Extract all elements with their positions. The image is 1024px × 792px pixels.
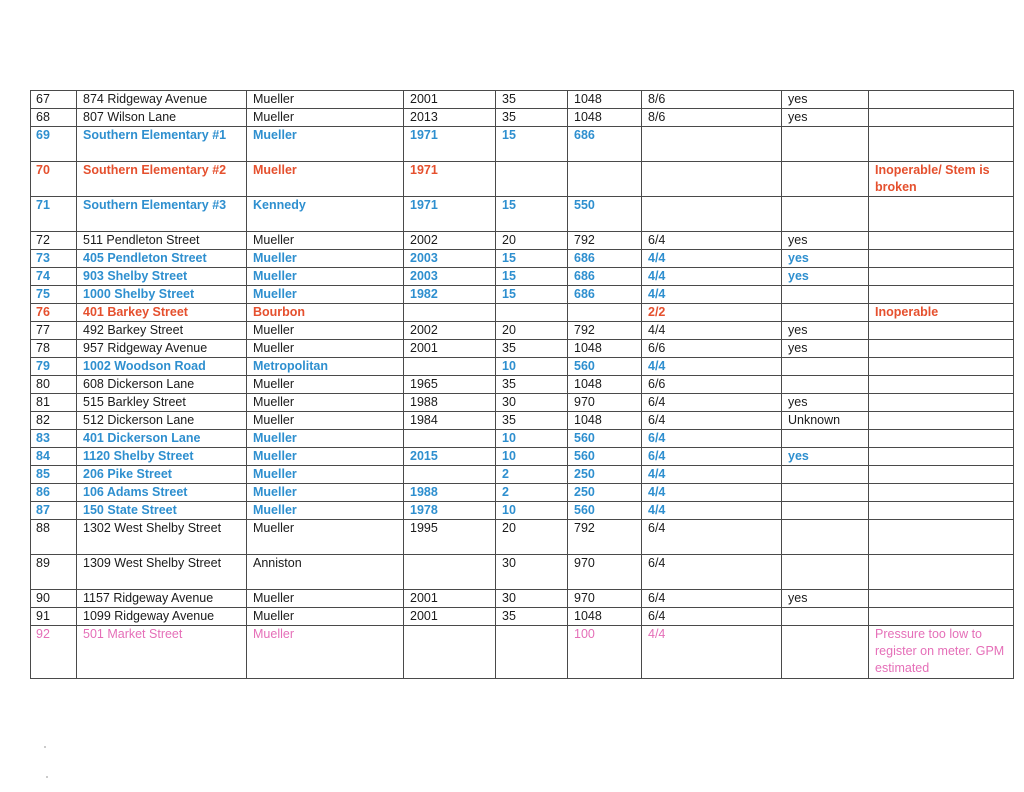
- cell-gpm-flow: 1048: [568, 91, 642, 109]
- cell-manufacturer: Mueller: [247, 250, 404, 268]
- cell-operable-flag: [782, 127, 869, 162]
- table-row: [31, 268, 1014, 286]
- cell-manufacturer: Bourbon: [247, 304, 404, 322]
- cell-year: 1965: [404, 376, 496, 394]
- cell-year: [404, 358, 496, 376]
- cell-location: 206 Pike Street: [77, 466, 247, 484]
- cell-nozzle-size: 4/4: [642, 502, 782, 520]
- cell-nozzle-size: 2/2: [642, 304, 782, 322]
- cell-operable-flag: yes: [782, 268, 869, 286]
- cell-hydrant-number: 89: [31, 555, 77, 590]
- cell-notes: [869, 286, 1014, 304]
- cell-hydrant-number: 82: [31, 412, 77, 430]
- cell-gpm-flow: 792: [568, 232, 642, 250]
- cell-nozzle-size: 4/4: [642, 358, 782, 376]
- cell-year: [404, 626, 496, 679]
- cell-manufacturer: Mueller: [247, 286, 404, 304]
- cell-manufacturer: Mueller: [247, 127, 404, 162]
- table-body: [31, 91, 1014, 679]
- cell-nozzle-size: 6/6: [642, 376, 782, 394]
- cell-year: 2002: [404, 232, 496, 250]
- cell-location: 405 Pendleton Street: [77, 250, 247, 268]
- cell-nozzle-size: 4/4: [642, 322, 782, 340]
- hydrant-table: [30, 90, 1014, 679]
- cell-operable-flag: Unknown: [782, 412, 869, 430]
- cell-operable-flag: [782, 502, 869, 520]
- cell-location: Southern Elementary #1: [77, 127, 247, 162]
- table-row: [31, 376, 1014, 394]
- cell-hydrant-number: 87: [31, 502, 77, 520]
- cell-psi-residual: 10: [496, 448, 568, 466]
- cell-gpm-flow: 100: [568, 626, 642, 679]
- cell-manufacturer: Mueller: [247, 412, 404, 430]
- cell-operable-flag: yes: [782, 590, 869, 608]
- cell-manufacturer: Mueller: [247, 626, 404, 679]
- cell-gpm-flow: 560: [568, 448, 642, 466]
- table-row: [31, 608, 1014, 626]
- table-row: [31, 340, 1014, 358]
- cell-nozzle-size: 4/4: [642, 626, 782, 679]
- cell-location: 957 Ridgeway Avenue: [77, 340, 247, 358]
- cell-psi-residual: 20: [496, 232, 568, 250]
- cell-psi-residual: 2: [496, 466, 568, 484]
- cell-psi-residual: 15: [496, 268, 568, 286]
- cell-notes: Pressure too low to register on meter. GPM estimated: [869, 626, 1014, 679]
- cell-gpm-flow: 970: [568, 394, 642, 412]
- cell-psi-residual: 35: [496, 412, 568, 430]
- cell-operable-flag: yes: [782, 322, 869, 340]
- table-row: [31, 109, 1014, 127]
- cell-gpm-flow: 560: [568, 430, 642, 448]
- cell-location: 1002 Woodson Road: [77, 358, 247, 376]
- cell-operable-flag: yes: [782, 340, 869, 358]
- cell-manufacturer: Mueller: [247, 430, 404, 448]
- cell-notes: [869, 484, 1014, 502]
- cell-notes: [869, 520, 1014, 555]
- cell-gpm-flow: 686: [568, 250, 642, 268]
- cell-gpm-flow: 560: [568, 502, 642, 520]
- cell-psi-residual: 30: [496, 590, 568, 608]
- table-row: [31, 484, 1014, 502]
- cell-gpm-flow: 792: [568, 520, 642, 555]
- table-row: [31, 520, 1014, 555]
- cell-hydrant-number: 81: [31, 394, 77, 412]
- cell-hydrant-number: 68: [31, 109, 77, 127]
- cell-year: 2001: [404, 91, 496, 109]
- cell-nozzle-size: 4/4: [642, 268, 782, 286]
- cell-psi-residual: 15: [496, 286, 568, 304]
- cell-hydrant-number: 73: [31, 250, 77, 268]
- cell-year: 2001: [404, 608, 496, 626]
- cell-location: 1157 Ridgeway Avenue: [77, 590, 247, 608]
- cell-psi-residual: 30: [496, 555, 568, 590]
- cell-operable-flag: [782, 286, 869, 304]
- cell-hydrant-number: 72: [31, 232, 77, 250]
- table-row: [31, 626, 1014, 679]
- cell-location: 1120 Shelby Street: [77, 448, 247, 466]
- cell-notes: [869, 232, 1014, 250]
- cell-manufacturer: Mueller: [247, 502, 404, 520]
- cell-year: 2001: [404, 340, 496, 358]
- cell-manufacturer: Mueller: [247, 91, 404, 109]
- cell-location: 1000 Shelby Street: [77, 286, 247, 304]
- cell-manufacturer: Metropolitan: [247, 358, 404, 376]
- cell-location: 401 Dickerson Lane: [77, 430, 247, 448]
- cell-gpm-flow: 970: [568, 555, 642, 590]
- cell-nozzle-size: 4/4: [642, 286, 782, 304]
- cell-notes: [869, 250, 1014, 268]
- cell-operable-flag: [782, 430, 869, 448]
- cell-operable-flag: [782, 466, 869, 484]
- cell-manufacturer: Mueller: [247, 484, 404, 502]
- cell-notes: [869, 376, 1014, 394]
- cell-psi-residual: 35: [496, 109, 568, 127]
- cell-nozzle-size: 4/4: [642, 466, 782, 484]
- cell-location: 1309 West Shelby Street: [77, 555, 247, 590]
- cell-manufacturer: Mueller: [247, 340, 404, 358]
- cell-notes: [869, 127, 1014, 162]
- cell-hydrant-number: 67: [31, 91, 77, 109]
- cell-hydrant-number: 77: [31, 322, 77, 340]
- cell-operable-flag: [782, 376, 869, 394]
- cell-year: 1971: [404, 197, 496, 232]
- cell-notes: Inoperable: [869, 304, 1014, 322]
- cell-psi-residual: 15: [496, 127, 568, 162]
- cell-hydrant-number: 88: [31, 520, 77, 555]
- cell-hydrant-number: 91: [31, 608, 77, 626]
- cell-psi-residual: 10: [496, 430, 568, 448]
- cell-operable-flag: yes: [782, 232, 869, 250]
- cell-year: [404, 466, 496, 484]
- cell-gpm-flow: 1048: [568, 608, 642, 626]
- cell-operable-flag: [782, 626, 869, 679]
- cell-notes: [869, 109, 1014, 127]
- cell-location: 1302 West Shelby Street: [77, 520, 247, 555]
- cell-notes: [869, 197, 1014, 232]
- cell-manufacturer: Mueller: [247, 590, 404, 608]
- cell-nozzle-size: 6/4: [642, 555, 782, 590]
- cell-notes: [869, 608, 1014, 626]
- cell-nozzle-size: 4/4: [642, 484, 782, 502]
- table-row: [31, 590, 1014, 608]
- table-row: [31, 502, 1014, 520]
- cell-location: 106 Adams Street: [77, 484, 247, 502]
- table-row: [31, 322, 1014, 340]
- cell-notes: [869, 322, 1014, 340]
- table-row: [31, 466, 1014, 484]
- cell-psi-residual: 2: [496, 484, 568, 502]
- table-row: [31, 162, 1014, 197]
- cell-gpm-flow: 550: [568, 197, 642, 232]
- table-row: [31, 197, 1014, 232]
- cell-nozzle-size: 6/4: [642, 430, 782, 448]
- cell-hydrant-number: 78: [31, 340, 77, 358]
- cell-nozzle-size: 6/4: [642, 232, 782, 250]
- cell-hydrant-number: 86: [31, 484, 77, 502]
- table-row: [31, 394, 1014, 412]
- cell-hydrant-number: 76: [31, 304, 77, 322]
- cell-psi-residual: 15: [496, 250, 568, 268]
- cell-gpm-flow: 250: [568, 466, 642, 484]
- cell-hydrant-number: 71: [31, 197, 77, 232]
- cell-year: [404, 304, 496, 322]
- cell-operable-flag: yes: [782, 250, 869, 268]
- cell-manufacturer: Mueller: [247, 162, 404, 197]
- cell-hydrant-number: 92: [31, 626, 77, 679]
- cell-psi-residual: [496, 162, 568, 197]
- scan-speck: [44, 746, 46, 748]
- cell-notes: [869, 340, 1014, 358]
- cell-manufacturer: Mueller: [247, 520, 404, 555]
- cell-year: 2003: [404, 250, 496, 268]
- cell-notes: [869, 448, 1014, 466]
- table-row: [31, 358, 1014, 376]
- cell-location: 903 Shelby Street: [77, 268, 247, 286]
- cell-manufacturer: Mueller: [247, 448, 404, 466]
- cell-gpm-flow: 1048: [568, 412, 642, 430]
- cell-nozzle-size: 8/6: [642, 109, 782, 127]
- cell-operable-flag: yes: [782, 448, 869, 466]
- cell-notes: [869, 555, 1014, 590]
- cell-nozzle-size: 6/4: [642, 448, 782, 466]
- cell-gpm-flow: 250: [568, 484, 642, 502]
- cell-psi-residual: [496, 304, 568, 322]
- cell-location: 874 Ridgeway Avenue: [77, 91, 247, 109]
- cell-hydrant-number: 90: [31, 590, 77, 608]
- cell-hydrant-number: 75: [31, 286, 77, 304]
- cell-year: [404, 555, 496, 590]
- cell-year: 1995: [404, 520, 496, 555]
- cell-year: 1978: [404, 502, 496, 520]
- cell-gpm-flow: [568, 304, 642, 322]
- cell-nozzle-size: 6/4: [642, 520, 782, 555]
- cell-nozzle-size: 6/6: [642, 340, 782, 358]
- cell-location: 501 Market Street: [77, 626, 247, 679]
- cell-nozzle-size: [642, 127, 782, 162]
- table-row: [31, 91, 1014, 109]
- cell-year: 2013: [404, 109, 496, 127]
- table-row: [31, 430, 1014, 448]
- table-row: [31, 304, 1014, 322]
- cell-notes: [869, 466, 1014, 484]
- cell-manufacturer: Mueller: [247, 608, 404, 626]
- cell-notes: [869, 358, 1014, 376]
- cell-year: 2002: [404, 322, 496, 340]
- cell-year: 1982: [404, 286, 496, 304]
- cell-year: 2001: [404, 590, 496, 608]
- cell-location: 150 State Street: [77, 502, 247, 520]
- cell-operable-flag: yes: [782, 109, 869, 127]
- cell-psi-residual: 10: [496, 502, 568, 520]
- cell-hydrant-number: 83: [31, 430, 77, 448]
- cell-psi-residual: 15: [496, 197, 568, 232]
- cell-manufacturer: Mueller: [247, 232, 404, 250]
- cell-gpm-flow: 686: [568, 268, 642, 286]
- cell-notes: [869, 268, 1014, 286]
- cell-operable-flag: [782, 358, 869, 376]
- table-row: [31, 448, 1014, 466]
- cell-location: 807 Wilson Lane: [77, 109, 247, 127]
- cell-nozzle-size: 6/4: [642, 394, 782, 412]
- cell-location: 401 Barkey Street: [77, 304, 247, 322]
- cell-hydrant-number: 70: [31, 162, 77, 197]
- cell-nozzle-size: 6/4: [642, 608, 782, 626]
- table-row: [31, 412, 1014, 430]
- table-row: [31, 127, 1014, 162]
- cell-hydrant-number: 84: [31, 448, 77, 466]
- scan-speck: [46, 776, 48, 778]
- table-row: [31, 250, 1014, 268]
- cell-operable-flag: yes: [782, 394, 869, 412]
- cell-year: 1984: [404, 412, 496, 430]
- cell-gpm-flow: 686: [568, 127, 642, 162]
- cell-psi-residual: 10: [496, 358, 568, 376]
- cell-notes: Inoperable/ Stem is broken: [869, 162, 1014, 197]
- cell-psi-residual: 35: [496, 376, 568, 394]
- cell-location: 608 Dickerson Lane: [77, 376, 247, 394]
- cell-psi-residual: 20: [496, 322, 568, 340]
- cell-manufacturer: Mueller: [247, 394, 404, 412]
- cell-gpm-flow: [568, 162, 642, 197]
- cell-manufacturer: Mueller: [247, 466, 404, 484]
- cell-gpm-flow: 1048: [568, 340, 642, 358]
- cell-nozzle-size: [642, 162, 782, 197]
- cell-psi-residual: 35: [496, 608, 568, 626]
- cell-manufacturer: Mueller: [247, 268, 404, 286]
- cell-operable-flag: [782, 197, 869, 232]
- cell-hydrant-number: 79: [31, 358, 77, 376]
- cell-manufacturer: Mueller: [247, 109, 404, 127]
- cell-psi-residual: 30: [496, 394, 568, 412]
- cell-manufacturer: Kennedy: [247, 197, 404, 232]
- cell-gpm-flow: 686: [568, 286, 642, 304]
- cell-hydrant-number: 80: [31, 376, 77, 394]
- cell-operable-flag: [782, 484, 869, 502]
- cell-manufacturer: Mueller: [247, 322, 404, 340]
- cell-notes: [869, 430, 1014, 448]
- cell-year: 2003: [404, 268, 496, 286]
- cell-location: Southern Elementary #3: [77, 197, 247, 232]
- cell-hydrant-number: 85: [31, 466, 77, 484]
- cell-manufacturer: Anniston: [247, 555, 404, 590]
- cell-gpm-flow: 1048: [568, 376, 642, 394]
- cell-location: Southern Elementary #2: [77, 162, 247, 197]
- cell-year: 1988: [404, 484, 496, 502]
- cell-psi-residual: 20: [496, 520, 568, 555]
- cell-nozzle-size: 4/4: [642, 250, 782, 268]
- cell-gpm-flow: 792: [568, 322, 642, 340]
- cell-location: 511 Pendleton Street: [77, 232, 247, 250]
- cell-psi-residual: 35: [496, 91, 568, 109]
- cell-location: 492 Barkey Street: [77, 322, 247, 340]
- cell-year: [404, 430, 496, 448]
- cell-notes: [869, 394, 1014, 412]
- cell-nozzle-size: 6/4: [642, 412, 782, 430]
- cell-manufacturer: Mueller: [247, 376, 404, 394]
- cell-operable-flag: [782, 555, 869, 590]
- cell-hydrant-number: 69: [31, 127, 77, 162]
- table-row: [31, 232, 1014, 250]
- cell-year: 1971: [404, 127, 496, 162]
- cell-year: 1971: [404, 162, 496, 197]
- cell-year: 1988: [404, 394, 496, 412]
- cell-notes: [869, 590, 1014, 608]
- cell-notes: [869, 412, 1014, 430]
- cell-nozzle-size: [642, 197, 782, 232]
- cell-operable-flag: [782, 162, 869, 197]
- cell-gpm-flow: 1048: [568, 109, 642, 127]
- cell-psi-residual: [496, 626, 568, 679]
- cell-gpm-flow: 970: [568, 590, 642, 608]
- cell-notes: [869, 502, 1014, 520]
- cell-psi-residual: 35: [496, 340, 568, 358]
- cell-nozzle-size: 6/4: [642, 590, 782, 608]
- cell-operable-flag: yes: [782, 91, 869, 109]
- cell-location: 515 Barkley Street: [77, 394, 247, 412]
- cell-hydrant-number: 74: [31, 268, 77, 286]
- cell-location: 1099 Ridgeway Avenue: [77, 608, 247, 626]
- table-row: [31, 555, 1014, 590]
- table-row: [31, 286, 1014, 304]
- cell-nozzle-size: 8/6: [642, 91, 782, 109]
- cell-year: 2015: [404, 448, 496, 466]
- cell-operable-flag: [782, 608, 869, 626]
- cell-notes: [869, 91, 1014, 109]
- cell-gpm-flow: 560: [568, 358, 642, 376]
- cell-location: 512 Dickerson Lane: [77, 412, 247, 430]
- cell-operable-flag: [782, 520, 869, 555]
- cell-operable-flag: [782, 304, 869, 322]
